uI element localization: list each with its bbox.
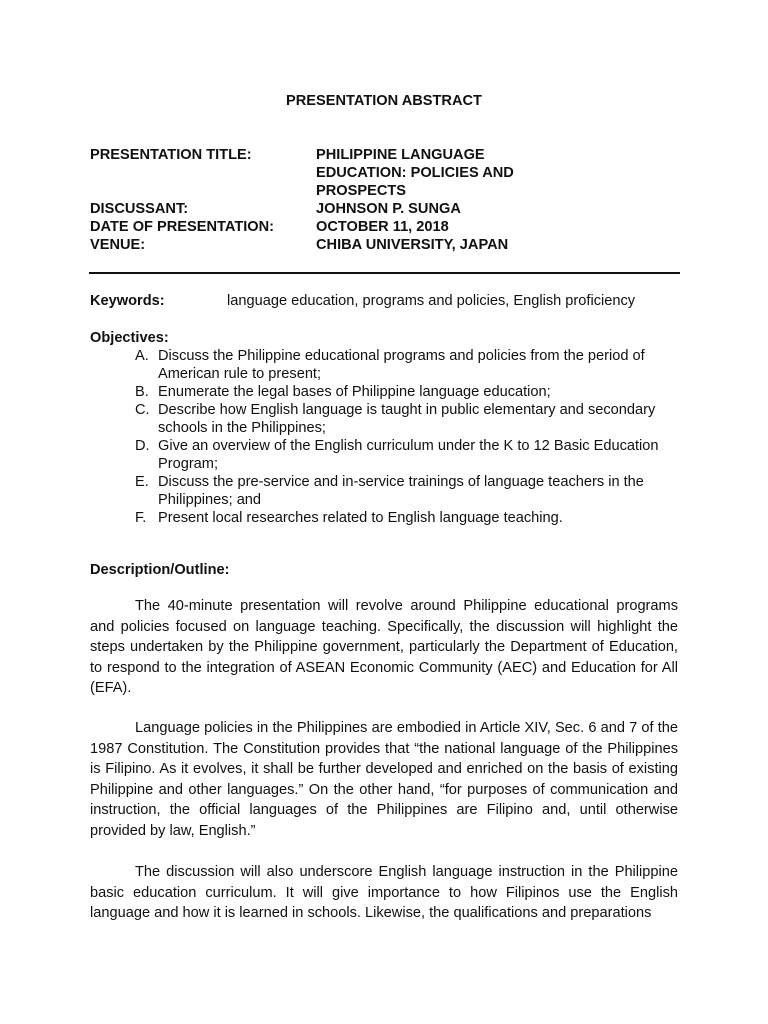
meta-label: PRESENTATION TITLE:	[90, 147, 252, 163]
meta-value: PHILIPPINE LANGUAGE EDUCATION: POLICIES AND PROSPECTS	[316, 147, 514, 199]
meta-row-discussant	[90, 200, 690, 218]
list-item-text: Discuss the Philippine educational programs and policies from the period of American rule to present;	[158, 348, 645, 382]
keywords-row	[90, 292, 690, 310]
paragraph	[90, 596, 678, 699]
list-item-text: Discuss the pre-service and in-service trainings of language teachers in the Philippines; and	[158, 474, 644, 508]
list-marker: F.	[135, 510, 147, 526]
meta-value: JOHNSON P. SUNGA	[316, 201, 461, 217]
list-item	[90, 383, 678, 401]
keywords-value: language education, programs and policies, English proficiency	[227, 293, 636, 309]
list-item-text: Describe how English language is taught in public elementary and secondary schools in the Philippines;	[158, 402, 656, 436]
objectives-list	[90, 347, 678, 527]
meta-row-date	[90, 218, 690, 236]
list-item	[90, 347, 678, 383]
paragraph-text: The discussion will also underscore English language instruction in the Philippine basic education curriculum. It will give importance to how Filipinos use the English language and how it is learned in schools. Likewise, the qualifications and preparations	[90, 864, 678, 922]
meta-row-title	[90, 146, 690, 200]
paragraph	[90, 718, 678, 842]
list-item-text: Enumerate the legal bases of Philippine language education;	[158, 384, 551, 400]
list-item-text: Give an overview of the English curriculum under the K to 12 Basic Education Program;	[158, 438, 659, 472]
horizontal-divider	[89, 272, 680, 274]
meta-label: DISCUSSANT:	[90, 201, 189, 217]
meta-label: VENUE:	[90, 237, 146, 253]
meta-value: CHIBA UNIVERSITY, JAPAN	[316, 237, 509, 253]
list-item-text: Present local researches related to English language teaching.	[158, 510, 563, 526]
list-marker: D.	[135, 438, 150, 454]
list-marker: B.	[135, 384, 149, 400]
presentation-details	[90, 146, 690, 254]
meta-value: OCTOBER 11, 2018	[316, 219, 449, 235]
list-marker: A.	[135, 348, 149, 364]
list-marker: C.	[135, 402, 150, 418]
list-item	[90, 437, 678, 473]
paragraph-text: The 40-minute presentation will revolve around Philippine educational programs and policies focused on language teaching. Specifically, the discussion will highlight the steps undertaken by the Philippine government, particularly the Department of Education, to respond to the integration of ASEAN Economic Community (AEC) and Education for All (EFA).	[90, 598, 678, 697]
description-heading: Description/Outline:	[90, 562, 230, 578]
paragraph	[90, 862, 678, 924]
list-marker: E.	[135, 474, 149, 490]
meta-label: DATE OF PRESENTATION:	[90, 219, 275, 235]
keywords-label: Keywords:	[90, 293, 165, 309]
list-item	[90, 473, 678, 509]
document-title: PRESENTATION ABSTRACT	[286, 93, 482, 109]
paragraph-text: Language policies in the Philippines are embodied in Article XIV, Sec. 6 and 7 of the 1987 Constitution. The Constitution provides that “the national language of the Philippines is Filipino. As it evolves, it shall be further developed and enriched on the basis of existing Philippine and other languages.” On the other hand, “for purposes of communication and instruction, the official languages of the Philippines are Filipino and, until otherwise provided by law, English.”	[90, 720, 678, 839]
list-item	[90, 509, 678, 527]
objectives-heading: Objectives:	[90, 330, 169, 346]
list-item	[90, 401, 678, 437]
meta-row-venue	[90, 236, 690, 254]
